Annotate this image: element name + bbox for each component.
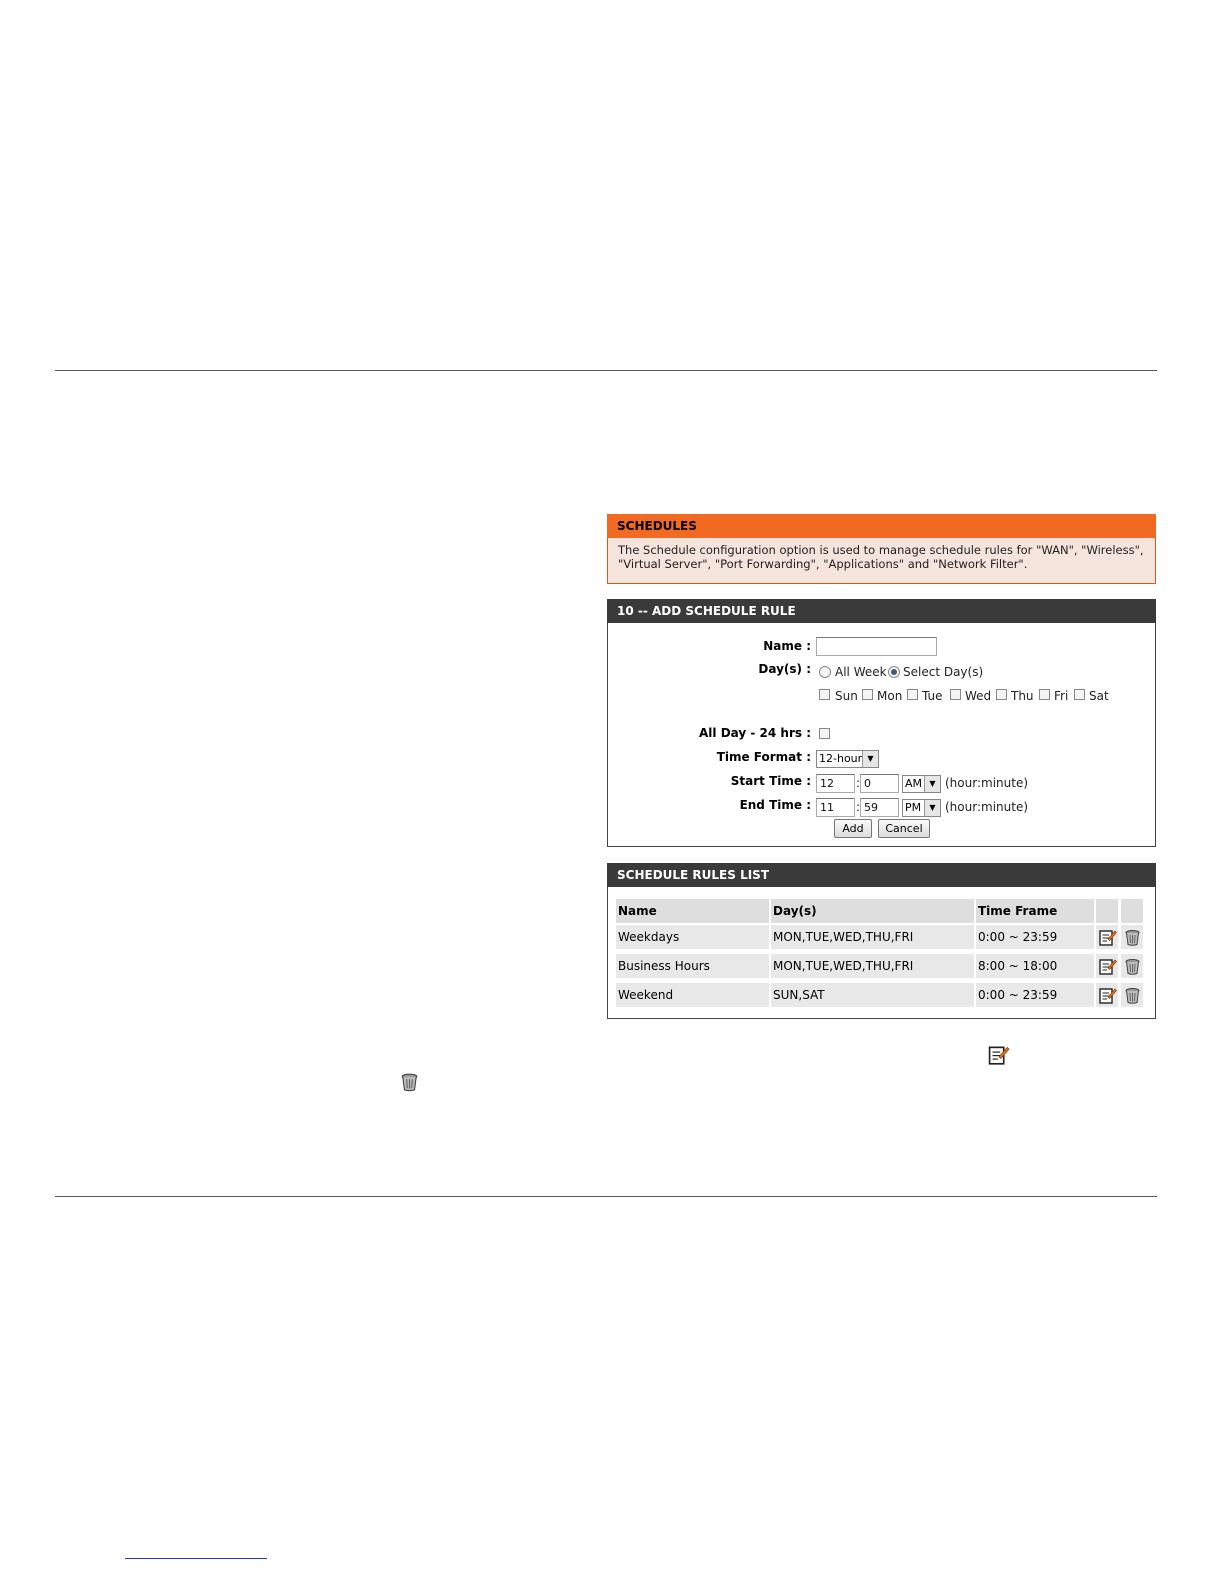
time-format-label: Time Format :	[716, 750, 811, 764]
schedules-title: SCHEDULES	[607, 514, 1156, 538]
end-hour-input[interactable]: 11	[816, 798, 855, 817]
header-edit	[1096, 899, 1118, 923]
all-day-checkbox[interactable]	[819, 728, 830, 739]
day-checkbox-mon[interactable]	[862, 689, 873, 700]
day-checkbox-sat[interactable]	[1074, 689, 1085, 700]
start-minute-input[interactable]: 0	[860, 774, 899, 793]
header-name: Name	[616, 899, 769, 923]
start-time-label: Start Time :	[730, 774, 811, 788]
name-input[interactable]	[816, 637, 937, 656]
end-time-label: End Time :	[739, 798, 811, 812]
days-label: Day(s) :	[758, 662, 811, 676]
day-label-thu: Thu	[1011, 689, 1034, 703]
select-days-radio[interactable]	[888, 666, 900, 678]
table-row-name: Business Hours	[616, 954, 769, 978]
table-row-time: 8:00 ~ 18:00	[976, 954, 1094, 978]
table-row-days: MON,TUE,WED,THU,FRI	[771, 925, 974, 949]
day-label-fri: Fri	[1054, 689, 1069, 703]
top-divider	[55, 370, 1157, 371]
time-format-select[interactable]	[816, 750, 879, 768]
time-format-value: 12-hour	[819, 752, 863, 765]
edit-icon[interactable]	[1096, 983, 1118, 1007]
header-days: Day(s)	[771, 899, 974, 923]
day-label-mon: Mon	[877, 689, 903, 703]
chevron-down-icon: ▼	[924, 800, 940, 816]
start-ampm-value: AM	[905, 777, 923, 790]
day-checkbox-fri[interactable]	[1039, 689, 1050, 700]
day-label-tue: Tue	[922, 689, 943, 703]
trash-icon[interactable]	[1121, 954, 1143, 978]
end-minute-input[interactable]: 59	[860, 798, 899, 817]
end-time-hint: (hour:minute)	[945, 800, 1029, 814]
table-row-days: SUN,SAT	[771, 983, 974, 1007]
day-label-wed: Wed	[965, 689, 992, 703]
header-delete	[1121, 899, 1143, 923]
edit-icon	[988, 1045, 1010, 1069]
table-row-time: 0:00 ~ 23:59	[976, 925, 1094, 949]
day-label-sun: Sun	[835, 689, 858, 703]
schedule-rules-list-panel	[607, 863, 1156, 1019]
chevron-down-icon: ▼	[862, 751, 878, 767]
trash-icon[interactable]	[1121, 925, 1143, 949]
day-checkbox-sun[interactable]	[819, 689, 830, 700]
edit-icon[interactable]	[1096, 954, 1118, 978]
table-row-name: Weekend	[616, 983, 769, 1007]
bottom-divider	[55, 1196, 1157, 1197]
rules-list-title: SCHEDULE RULES LIST	[607, 863, 1156, 887]
day-label-sat: Sat	[1089, 689, 1109, 703]
name-label: Name :	[763, 639, 811, 653]
add-rule-title: 10 -- ADD SCHEDULE RULE	[607, 599, 1156, 623]
chevron-down-icon: ▼	[924, 776, 940, 792]
header-time-frame: Time Frame	[976, 899, 1094, 923]
table-row-name: Weekdays	[616, 925, 769, 949]
day-checkbox-tue[interactable]	[907, 689, 918, 700]
all-week-label: All Week	[835, 665, 887, 679]
trash-icon	[400, 1072, 419, 1096]
add-schedule-rule-panel	[607, 599, 1156, 847]
footer-link-underline[interactable]	[125, 1558, 267, 1559]
table-row-time: 0:00 ~ 23:59	[976, 983, 1094, 1007]
cancel-button[interactable]: Cancel	[878, 819, 930, 838]
start-time-separator: :	[856, 776, 861, 790]
day-checkbox-thu[interactable]	[996, 689, 1007, 700]
schedules-panel	[607, 514, 1156, 584]
start-hour-input[interactable]: 12	[816, 774, 855, 793]
edit-icon[interactable]	[1096, 925, 1118, 949]
all-week-radio[interactable]	[819, 666, 831, 678]
table-row-days: MON,TUE,WED,THU,FRI	[771, 954, 974, 978]
select-days-label: Select Day(s)	[903, 665, 984, 679]
end-ampm-select[interactable]	[902, 799, 941, 817]
schedules-description: The Schedule configuration option is used to manage schedule rules for "WAN", "Wireless", "Virtual Server", "Port Forwarding", "Applications" and "Network Filter".	[618, 543, 1144, 571]
end-ampm-value: PM	[905, 801, 922, 814]
start-ampm-select[interactable]	[902, 775, 941, 793]
end-time-separator: :	[856, 800, 861, 814]
day-checkbox-wed[interactable]	[950, 689, 961, 700]
start-time-hint: (hour:minute)	[945, 776, 1029, 790]
all-day-label: All Day - 24 hrs :	[699, 726, 811, 740]
trash-icon[interactable]	[1121, 983, 1143, 1007]
add-button[interactable]: Add	[834, 819, 872, 838]
